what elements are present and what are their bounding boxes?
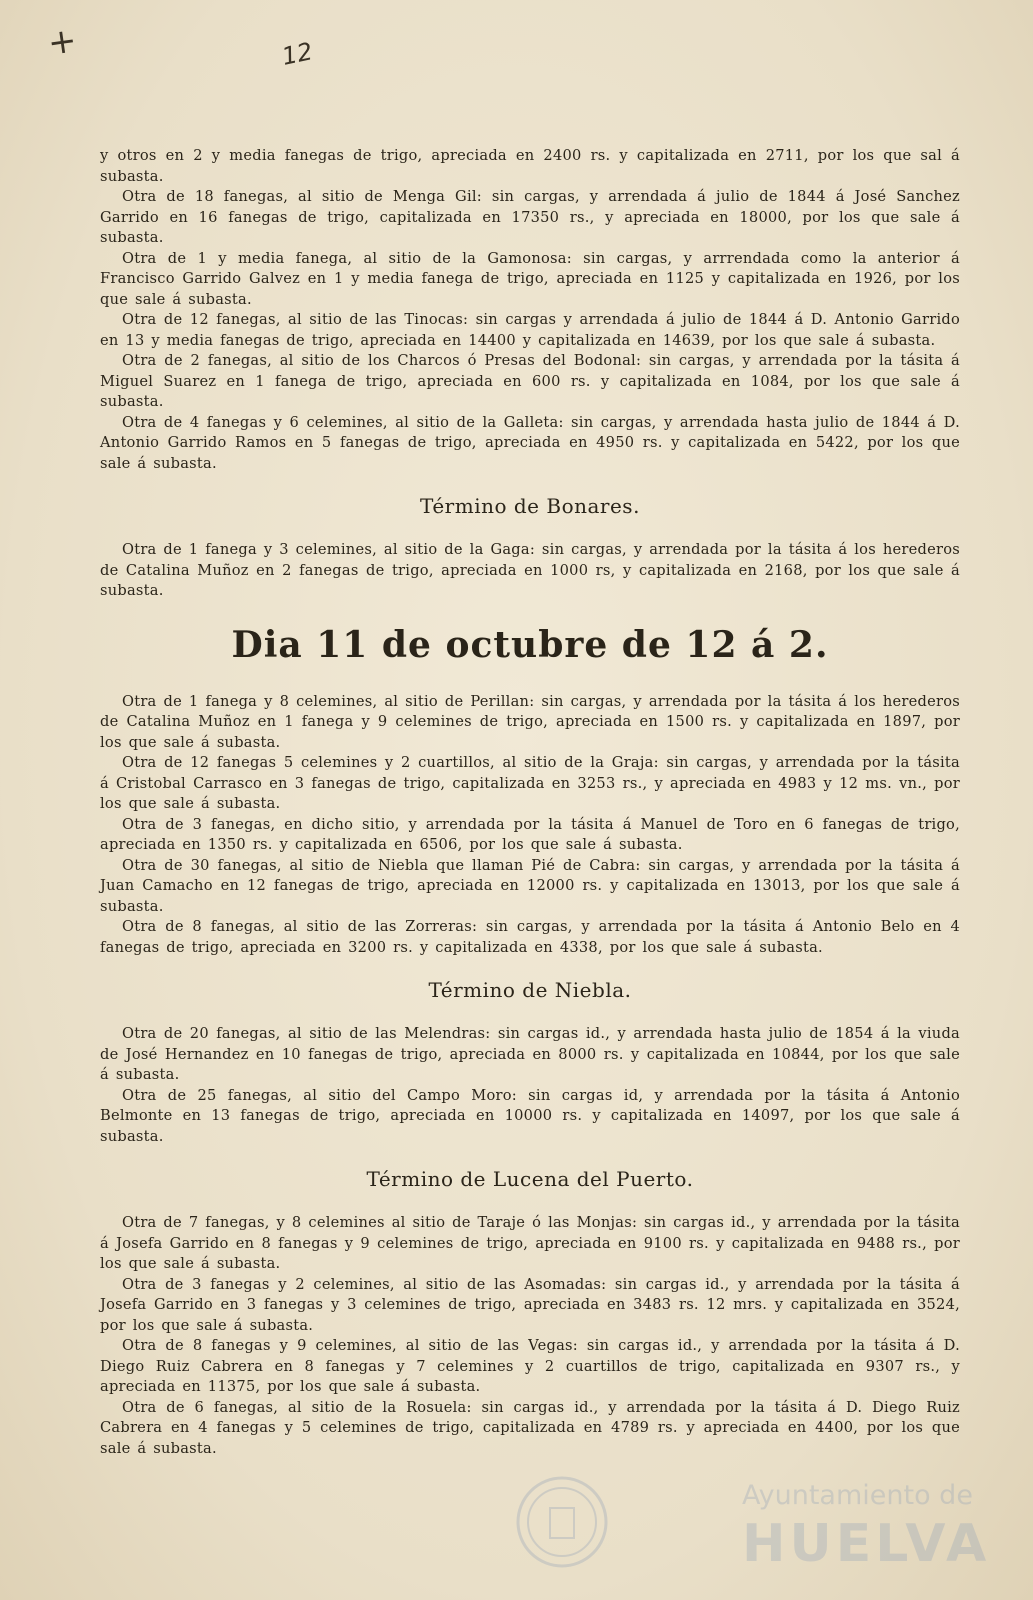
watermark-logo	[722, 1472, 1012, 1582]
section-title-niebla: Término de Niebla.	[428, 978, 632, 1002]
section-title-bonares: Término de Bonares.	[420, 494, 640, 518]
document-body	[100, 146, 960, 1459]
seal-icon	[512, 1472, 612, 1572]
paragraph: Otra de 2 fanegas, al sitio de los Charcos ó Presas del Bodonal: sin cargas, y arrendada por la tásita á Miguel Suarez en 1 fanega de trigo, apreciada en 600 rs. y capitalizada en 1084, por los que sale á subasta.	[100, 352, 960, 410]
paragraph: Otra de 8 fanegas y 9 celemines, al sitio de las Vegas: sin cargas id., y arrendada por la tásita á D. Diego Ruiz Cabrera en 8 fanegas y 7 celemines y 2 cuartillos de trigo, capitalizada en 9307 rs., y apreciada en 11375, por los que sale á subasta.	[100, 1337, 960, 1395]
paragraph: Otra de 7 fanegas, y 8 celemines al sitio de Taraje ó las Monjas: sin cargas id., y arrendada por la tásita á Josefa Garrido en 8 fanegas y 9 celemines de trigo, apreciada en 9100 rs. y capitalizada en 9488 rs., por los que sale á subasta.	[100, 1214, 960, 1272]
paragraph: Otra de 1 fanega y 8 celemines, al sitio de Perillan: sin cargas, y arrendada por la tásita á los herederos de Catalina Muñoz en 1 fanega y 9 celemines de trigo, apreciada en 1500 rs. y capitalizada en 1897, por los que sale á subasta.	[100, 692, 960, 751]
paragraph: Otra de 1 y media fanega, al sitio de la Gamonosa: sin cargas, y arrrendada como la anterior á Francisco Garrido Galvez en 1 y media fanega de trigo, apreciada en 1125 y capitalizada en 1926, por los que sale á subasta.	[100, 249, 960, 308]
watermark-city: HUELVA	[742, 1514, 991, 1574]
paragraph: Otra de 8 fanegas, al sitio de las Zorreras: sin cargas, y arrendada por la tásita á Antonio Belo en 4 fanegas de trigo, apreciada en 3200 rs. y capitalizada en 4338, por los que sale á subasta.	[100, 918, 960, 956]
paragraph: Otra de 6 fanegas, al sitio de la Rosuela: sin cargas id., y arrendada por la tásita á D. Diego Ruiz Cabrera en 4 fanegas y 5 celemines de trigo, capitalizada en 4789 rs. y apreciada en 4400, por los que sale á subasta.	[100, 1398, 960, 1457]
paragraph: Otra de 12 fanegas, al sitio de las Tinocas: sin cargas y arrendada á julio de 1844 á D. Antonio Garrido en 13 y media fanegas de trigo, apreciada en 14400 y capitalizada en 14639, por los que sale á subasta.	[100, 311, 960, 349]
margin-plus-mark: +	[45, 20, 80, 64]
paragraph: Otra de 3 fanegas y 2 celemines, al sitio de las Asomadas: sin cargas id., y arrendada por la tásita á Josefa Garrido en 3 fanegas y 3 celemines de trigo, apreciada en 3483 rs. 12 mrs. y capitalizada en 3524, por los que sale á subasta.	[100, 1275, 960, 1334]
section-title-lucena: Término de Lucena del Puerto.	[366, 1167, 694, 1191]
paragraph: Otra de 4 fanegas y 6 celemines, al sitio de la Galleta: sin cargas, y arrendada hasta julio de 1844 á D. Antonio Garrido Ramos en 5 fanegas de trigo, apreciada en 4950 rs. y capitalizada en 5422, por los que sale á subasta.	[100, 413, 960, 472]
paragraph: Otra de 1 fanega y 3 celemines, al sitio de la Gaga: sin cargas, y arrendada por la tásita á los herederos de Catalina Muñoz en 2 fanegas de trigo, apreciada en 1000 rs, y capitalizada en 2168, por los que sale á subasta.	[100, 541, 960, 599]
watermark-text: Ayuntamiento de	[742, 1480, 973, 1511]
paragraph: Otra de 25 fanegas, al sitio del Campo Moro: sin cargas id, y arrendada por la tásita á Antonio Belmonte en 13 fanegas de trigo, apreciada en 10000 rs. y capitalizada en 14097, por los que sale á subasta.	[100, 1086, 960, 1145]
paragraph: y otros en 2 y media fanegas de trigo, apreciada en 2400 rs. y capitalizada en 2711, por los que sal á subasta.	[100, 147, 960, 185]
paragraph: Otra de 20 fanegas, al sitio de las Melendras: sin cargas id., y arrendada hasta julio de 1854 á la viuda de José Hernandez en 10 fanegas de trigo, apreciada en 8000 rs. y capitalizada en 10844, por los que sale á subasta.	[100, 1025, 960, 1083]
page-number: 12	[279, 37, 316, 71]
paragraph: Otra de 3 fanegas, en dicho sitio, y arrendada por la tásita á Manuel de Toro en 6 fanegas de trigo, apreciada en 1350 rs. y capitalizada en 6506, por los que sale á subasta.	[100, 815, 960, 853]
paragraph: Otra de 12 fanegas 5 celemines y 2 cuartillos, al sitio de la Graja: sin cargas, y arrendada por la tásita á Cristobal Carrasco en 3 fanegas de trigo, capitalizada en 3253 rs., y apreciada en 4983 y 12 ms. vn., por los que sale á subasta.	[100, 754, 960, 812]
day-heading: Dia 11 de octubre de 12 á 2.	[231, 623, 829, 666]
paragraph: Otra de 30 fanegas, al sitio de Niebla que llaman Pié de Cabra: sin cargas, y arrendada por la tásita á Juan Camacho en 12 fanegas de trigo, apreciada en 12000 rs. y capitalizada en 13013, por los que sale á subasta.	[100, 856, 960, 915]
paragraph: Otra de 18 fanegas, al sitio de Menga Gil: sin cargas, y arrendada á julio de 1844 á José Sanchez Garrido en 16 fanegas de trigo, capitalizada en 17350 rs., y apreciada en 18000, por los que sale á subasta.	[100, 188, 960, 246]
